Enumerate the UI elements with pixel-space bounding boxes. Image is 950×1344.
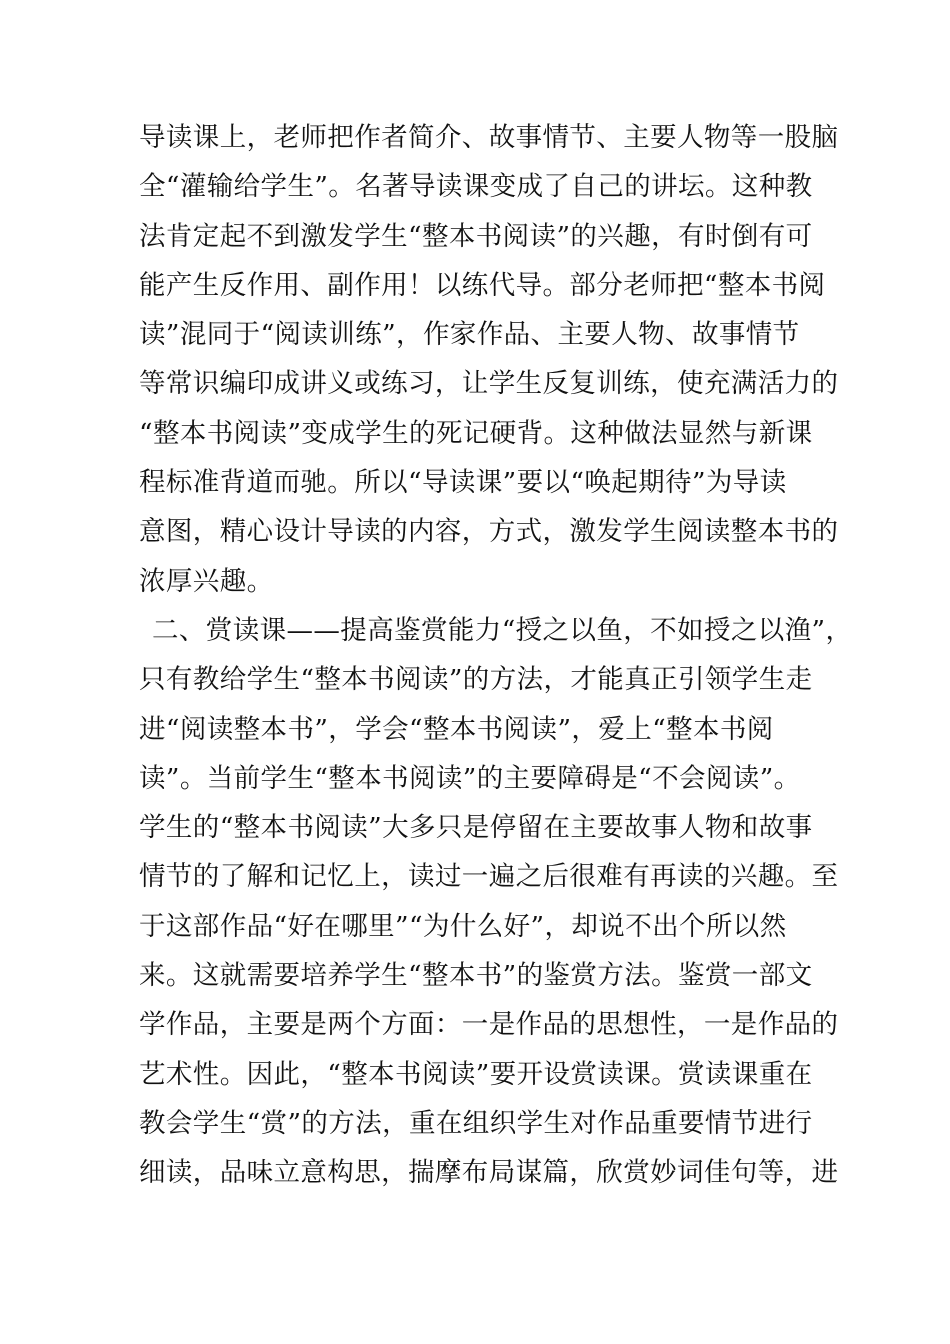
- text-line: 进“阅读整本书”，学会“整本书阅读”，爱上“整本书阅: [139, 713, 774, 745]
- text-line: 学作品，主要是两个方面：一是作品的思想性，一是作品的: [139, 1009, 839, 1041]
- text-line: 程标准背道而驰。所以“导读课”要以“唤起期待”为导读: [139, 467, 787, 499]
- text-line: 情节的了解和记忆上，读过一遍之后很难有再读的兴趣。至: [139, 861, 839, 893]
- text-line: 法肯定起不到激发学生“整本书阅读”的兴趣，有时倒有可: [139, 220, 813, 252]
- text-line: 浓厚兴趣。: [139, 565, 274, 597]
- text-line: 意图，精心设计导读的内容，方式，激发学生阅读整本书的: [139, 516, 839, 548]
- body-text: [139, 113, 853, 1198]
- text-line: 导读课上，老师把作者简介、故事情节、主要人物等一股脑: [139, 122, 839, 153]
- text-line: 能产生反作用、副作用！以练代导。部分老师把“整本书阅: [139, 269, 826, 301]
- text-line: 全“灌输给学生”。名著导读课变成了自己的讲坛。这种教: [139, 171, 813, 203]
- section-heading-line: 二、赏读课——提高鉴赏能力“授之以鱼，不如授之以渔”，: [152, 614, 853, 646]
- text-line: 艺术性。因此，“整本书阅读”要开设赏读课。赏读课重在: [139, 1058, 813, 1090]
- text-line: 读”。当前学生“整本书阅读”的主要障碍是“不会阅读”。: [139, 762, 801, 794]
- text-line: 学生的“整本书阅读”大多只是停留在主要故事人物和故事: [139, 812, 813, 844]
- text-line: 等常识编印成讲义或练习，让学生反复训练，使充满活力的: [139, 368, 839, 400]
- text-line: 只有教给学生“整本书阅读”的方法，才能真正引领学生走: [139, 664, 813, 696]
- text-line: 教会学生“赏”的方法，重在组织学生对作品重要情节进行: [139, 1107, 813, 1139]
- text-line: “整本书阅读”变成学生的死记硬背。这种做法显然与新课: [139, 417, 813, 449]
- text-line: 细读，品味立意构思，揣摩布局谋篇，欣赏妙词佳句等，进: [139, 1157, 839, 1189]
- text-line: 来。这就需要培养学生“整本书”的鉴赏方法。鉴赏一部文: [139, 960, 813, 992]
- text-line: 于这部作品“好在哪里”“为什么好”，却说不出个所以然: [139, 910, 787, 942]
- text-line: 读”混同于“阅读训练”，作家作品、主要人物、故事情节: [139, 319, 800, 351]
